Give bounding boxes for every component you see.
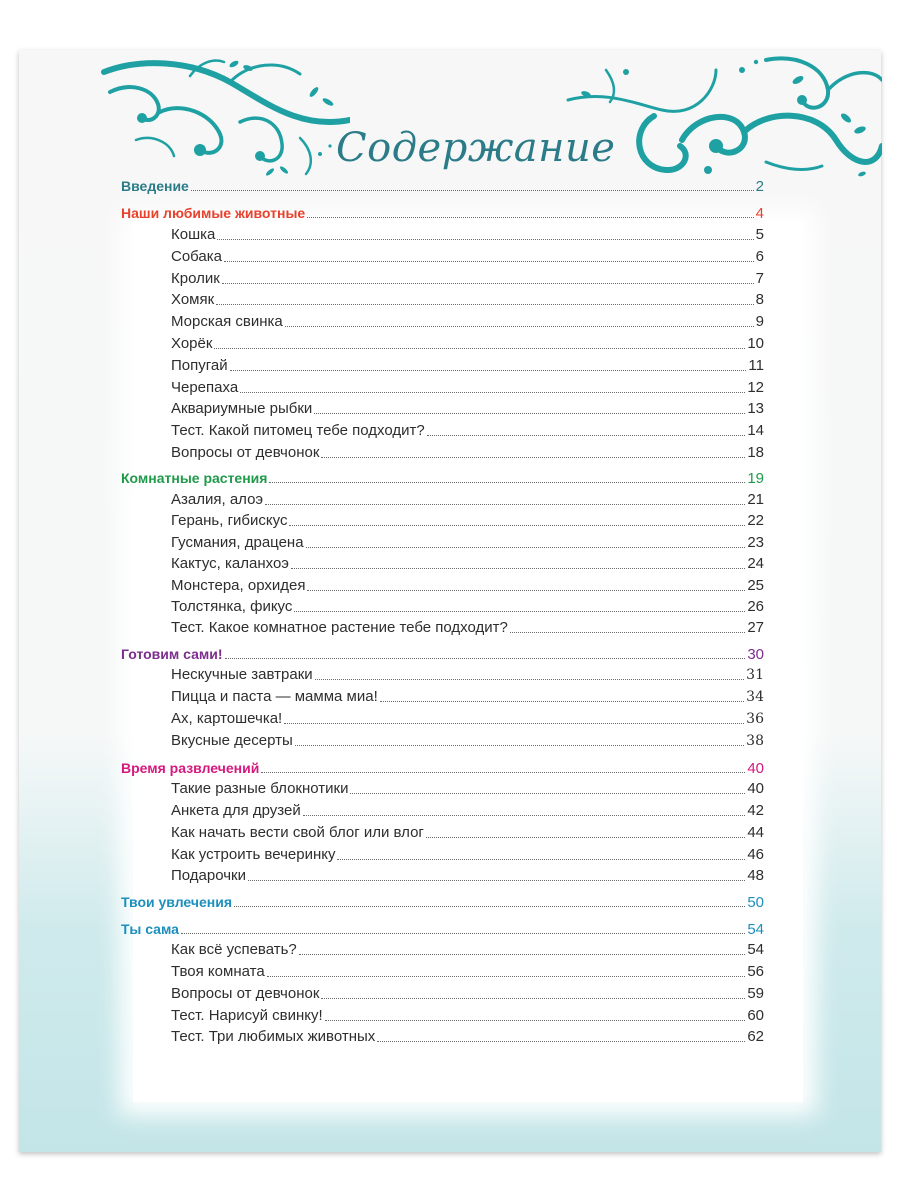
toc-label: Комнатные растения — [121, 470, 268, 486]
dot-leader — [285, 325, 754, 327]
toc-page: 22 — [747, 512, 764, 529]
toc-item[interactable] — [171, 490, 764, 510]
dot-leader — [377, 1040, 745, 1042]
dot-leader — [299, 953, 746, 955]
toc-page: 62 — [747, 1028, 764, 1045]
toc-item[interactable] — [171, 225, 764, 245]
toc-page: 7 — [755, 270, 764, 287]
toc-page: 14 — [747, 422, 764, 439]
toc-page: 46 — [747, 846, 764, 863]
dot-leader — [217, 238, 753, 240]
toc-item[interactable] — [171, 779, 764, 799]
toc-item[interactable] — [171, 378, 764, 398]
dot-leader — [307, 216, 753, 218]
toc-page: 8 — [755, 291, 764, 308]
dot-leader — [294, 610, 745, 612]
toc-label: Твои увлечения — [121, 894, 232, 910]
dot-leader — [289, 524, 745, 526]
dot-leader — [337, 858, 745, 860]
dot-leader — [315, 678, 745, 680]
toc-label: Наши любимые животные — [121, 205, 306, 221]
toc-label: Хомяк — [171, 291, 215, 308]
dot-leader — [214, 347, 745, 349]
toc-section-hobbies[interactable] — [121, 892, 764, 912]
toc-label: Хорёк — [171, 335, 213, 352]
toc-section-fun[interactable] — [121, 758, 764, 778]
toc-item[interactable] — [171, 399, 764, 419]
dot-leader — [427, 434, 746, 436]
dot-leader — [269, 481, 745, 483]
dot-leader — [314, 412, 745, 414]
toc-page: 26 — [747, 598, 764, 615]
dot-leader — [350, 792, 745, 794]
toc-label: Вкусные десерты — [171, 732, 293, 749]
toc-item[interactable] — [171, 845, 764, 865]
toc-label: Подарочки — [171, 867, 246, 884]
toc-item[interactable] — [171, 709, 764, 729]
dot-leader — [307, 589, 745, 591]
dot-leader — [510, 631, 745, 633]
toc-item[interactable] — [171, 290, 764, 310]
toc-label: Кактус, каланхоэ — [171, 555, 289, 572]
dot-leader — [380, 700, 744, 702]
toc-page: 9 — [755, 313, 764, 330]
dot-leader — [321, 997, 745, 999]
toc-label: Твоя комната — [171, 963, 265, 980]
toc-item[interactable] — [171, 334, 764, 354]
dot-leader — [248, 879, 745, 881]
toc-label: Как устроить вечеринку — [171, 846, 336, 863]
toc-label: Аквариумные рыбки — [171, 400, 313, 417]
dot-leader — [224, 260, 754, 262]
toc-label: Пицца и паста — мамма миа! — [171, 688, 378, 705]
toc-page: 38 — [746, 733, 764, 749]
toc-page: 18 — [747, 444, 764, 461]
toc-label: Герань, гибискус — [171, 512, 288, 529]
toc-label: Нескучные завтраки — [171, 666, 313, 683]
dot-leader — [230, 369, 747, 371]
toc-label: Время развлечений — [121, 760, 260, 776]
dot-leader — [240, 391, 745, 393]
toc-item[interactable] — [171, 533, 764, 553]
toc-item[interactable] — [171, 618, 764, 638]
toc-page: 6 — [755, 248, 764, 265]
dot-leader — [267, 975, 746, 977]
left-swirl-ornament — [100, 52, 350, 182]
dot-leader — [191, 189, 754, 191]
toc-page: 34 — [746, 689, 764, 705]
toc-item[interactable] — [171, 1006, 764, 1026]
toc-label: Ах, картошечка! — [171, 710, 283, 727]
toc-page: 21 — [747, 491, 764, 508]
dot-leader — [216, 303, 753, 305]
page-title: Содержание — [336, 125, 616, 171]
toc-label: Ты сама — [121, 921, 179, 937]
toc-item[interactable] — [171, 866, 764, 886]
toc-page: 36 — [746, 711, 764, 727]
toc-label: Тест. Какой питомец тебе подходит? — [171, 422, 425, 439]
dot-leader — [284, 722, 744, 724]
toc-label: Тест. Какое комнатное растение тебе подходит? — [171, 619, 508, 636]
toc-label: Введение — [121, 178, 189, 194]
toc-item[interactable] — [171, 801, 764, 821]
toc-page: 54 — [747, 921, 764, 938]
toc-page: 40 — [747, 780, 764, 797]
toc-page: 48 — [747, 867, 764, 884]
dot-leader — [321, 456, 745, 458]
toc-section-animals[interactable] — [121, 203, 764, 223]
toc-label: Черепаха — [171, 379, 239, 396]
dot-leader — [291, 567, 745, 569]
toc-item[interactable] — [171, 269, 764, 289]
toc-label: Как всё успевать? — [171, 941, 297, 958]
toc-page: 11 — [748, 357, 764, 374]
dot-leader — [306, 546, 746, 548]
toc-page: 19 — [747, 470, 764, 487]
toc-label: Монстера, орхидея — [171, 577, 306, 594]
toc-label: Азалия, алоэ — [171, 491, 264, 508]
toc-page: 27 — [747, 619, 764, 636]
toc-page: 60 — [747, 1007, 764, 1024]
dot-leader — [222, 282, 754, 284]
toc-page: 40 — [747, 760, 764, 777]
toc-item[interactable] — [171, 511, 764, 531]
toc-label: Вопросы от девчонок — [171, 985, 320, 1002]
toc-page: 30 — [747, 646, 764, 663]
toc-section-plants[interactable] — [121, 468, 764, 488]
dot-leader — [295, 744, 744, 746]
toc-label: Вопросы от девчонок — [171, 444, 320, 461]
toc-label: Готовим сами! — [121, 646, 223, 662]
toc-label: Тест. Три любимых животных — [171, 1028, 376, 1045]
toc-label: Толстянка, фикус — [171, 598, 293, 615]
toc-page: 54 — [747, 941, 764, 958]
toc-section-yourself[interactable] — [121, 919, 764, 939]
toc-page: 13 — [747, 400, 764, 417]
dot-leader — [181, 932, 745, 934]
toc-page: 59 — [747, 985, 764, 1002]
toc-page: 42 — [747, 802, 764, 819]
toc-page: 24 — [747, 555, 764, 572]
toc-page: 12 — [747, 379, 764, 396]
toc-item[interactable] — [171, 984, 764, 1004]
toc-item[interactable] — [171, 554, 764, 574]
toc-item[interactable] — [171, 312, 764, 332]
toc-item[interactable] — [171, 823, 764, 843]
toc-page: 44 — [747, 824, 764, 841]
dot-leader — [261, 771, 745, 773]
toc-section-intro[interactable] — [121, 176, 764, 196]
toc-page: 10 — [747, 335, 764, 352]
toc-label: Такие разные блокнотики — [171, 780, 349, 797]
toc-item[interactable] — [171, 962, 764, 982]
toc-item[interactable] — [171, 443, 764, 463]
toc-label: Попугай — [171, 357, 228, 374]
toc-page: 2 — [755, 178, 764, 195]
toc-item[interactable] — [171, 247, 764, 267]
toc-page: 25 — [747, 577, 764, 594]
toc-page: 4 — [755, 205, 764, 222]
toc-item[interactable] — [171, 597, 764, 617]
toc-item[interactable] — [171, 356, 764, 376]
toc-item[interactable] — [171, 1027, 764, 1047]
toc-item[interactable] — [171, 687, 764, 707]
toc-page: 56 — [747, 963, 764, 980]
dot-leader — [225, 657, 746, 659]
dot-leader — [234, 905, 745, 907]
toc-item[interactable] — [171, 421, 764, 441]
toc-item[interactable] — [171, 731, 764, 751]
toc-label: Кошка — [171, 226, 216, 243]
toc-section-cooking[interactable] — [121, 644, 764, 664]
toc-label: Гусмания, драцена — [171, 534, 304, 551]
toc-item[interactable] — [171, 940, 764, 960]
toc-label: Морская свинка — [171, 313, 283, 330]
toc-label: Как начать вести свой блог или влог — [171, 824, 424, 841]
toc-page: 31 — [746, 667, 764, 683]
toc-item[interactable] — [171, 576, 764, 596]
dot-leader — [325, 1019, 746, 1021]
toc-page: 23 — [747, 534, 764, 551]
toc-label: Собака — [171, 248, 222, 265]
dot-leader — [426, 836, 745, 838]
toc-page: 50 — [747, 894, 764, 911]
toc-page: 5 — [755, 226, 764, 243]
dot-leader — [303, 814, 746, 816]
toc-label: Анкета для друзей — [171, 802, 301, 819]
toc-label: Тест. Нарисуй свинку! — [171, 1007, 323, 1024]
toc-item[interactable] — [171, 665, 764, 685]
dot-leader — [265, 503, 745, 505]
toc-label: Кролик — [171, 270, 220, 287]
